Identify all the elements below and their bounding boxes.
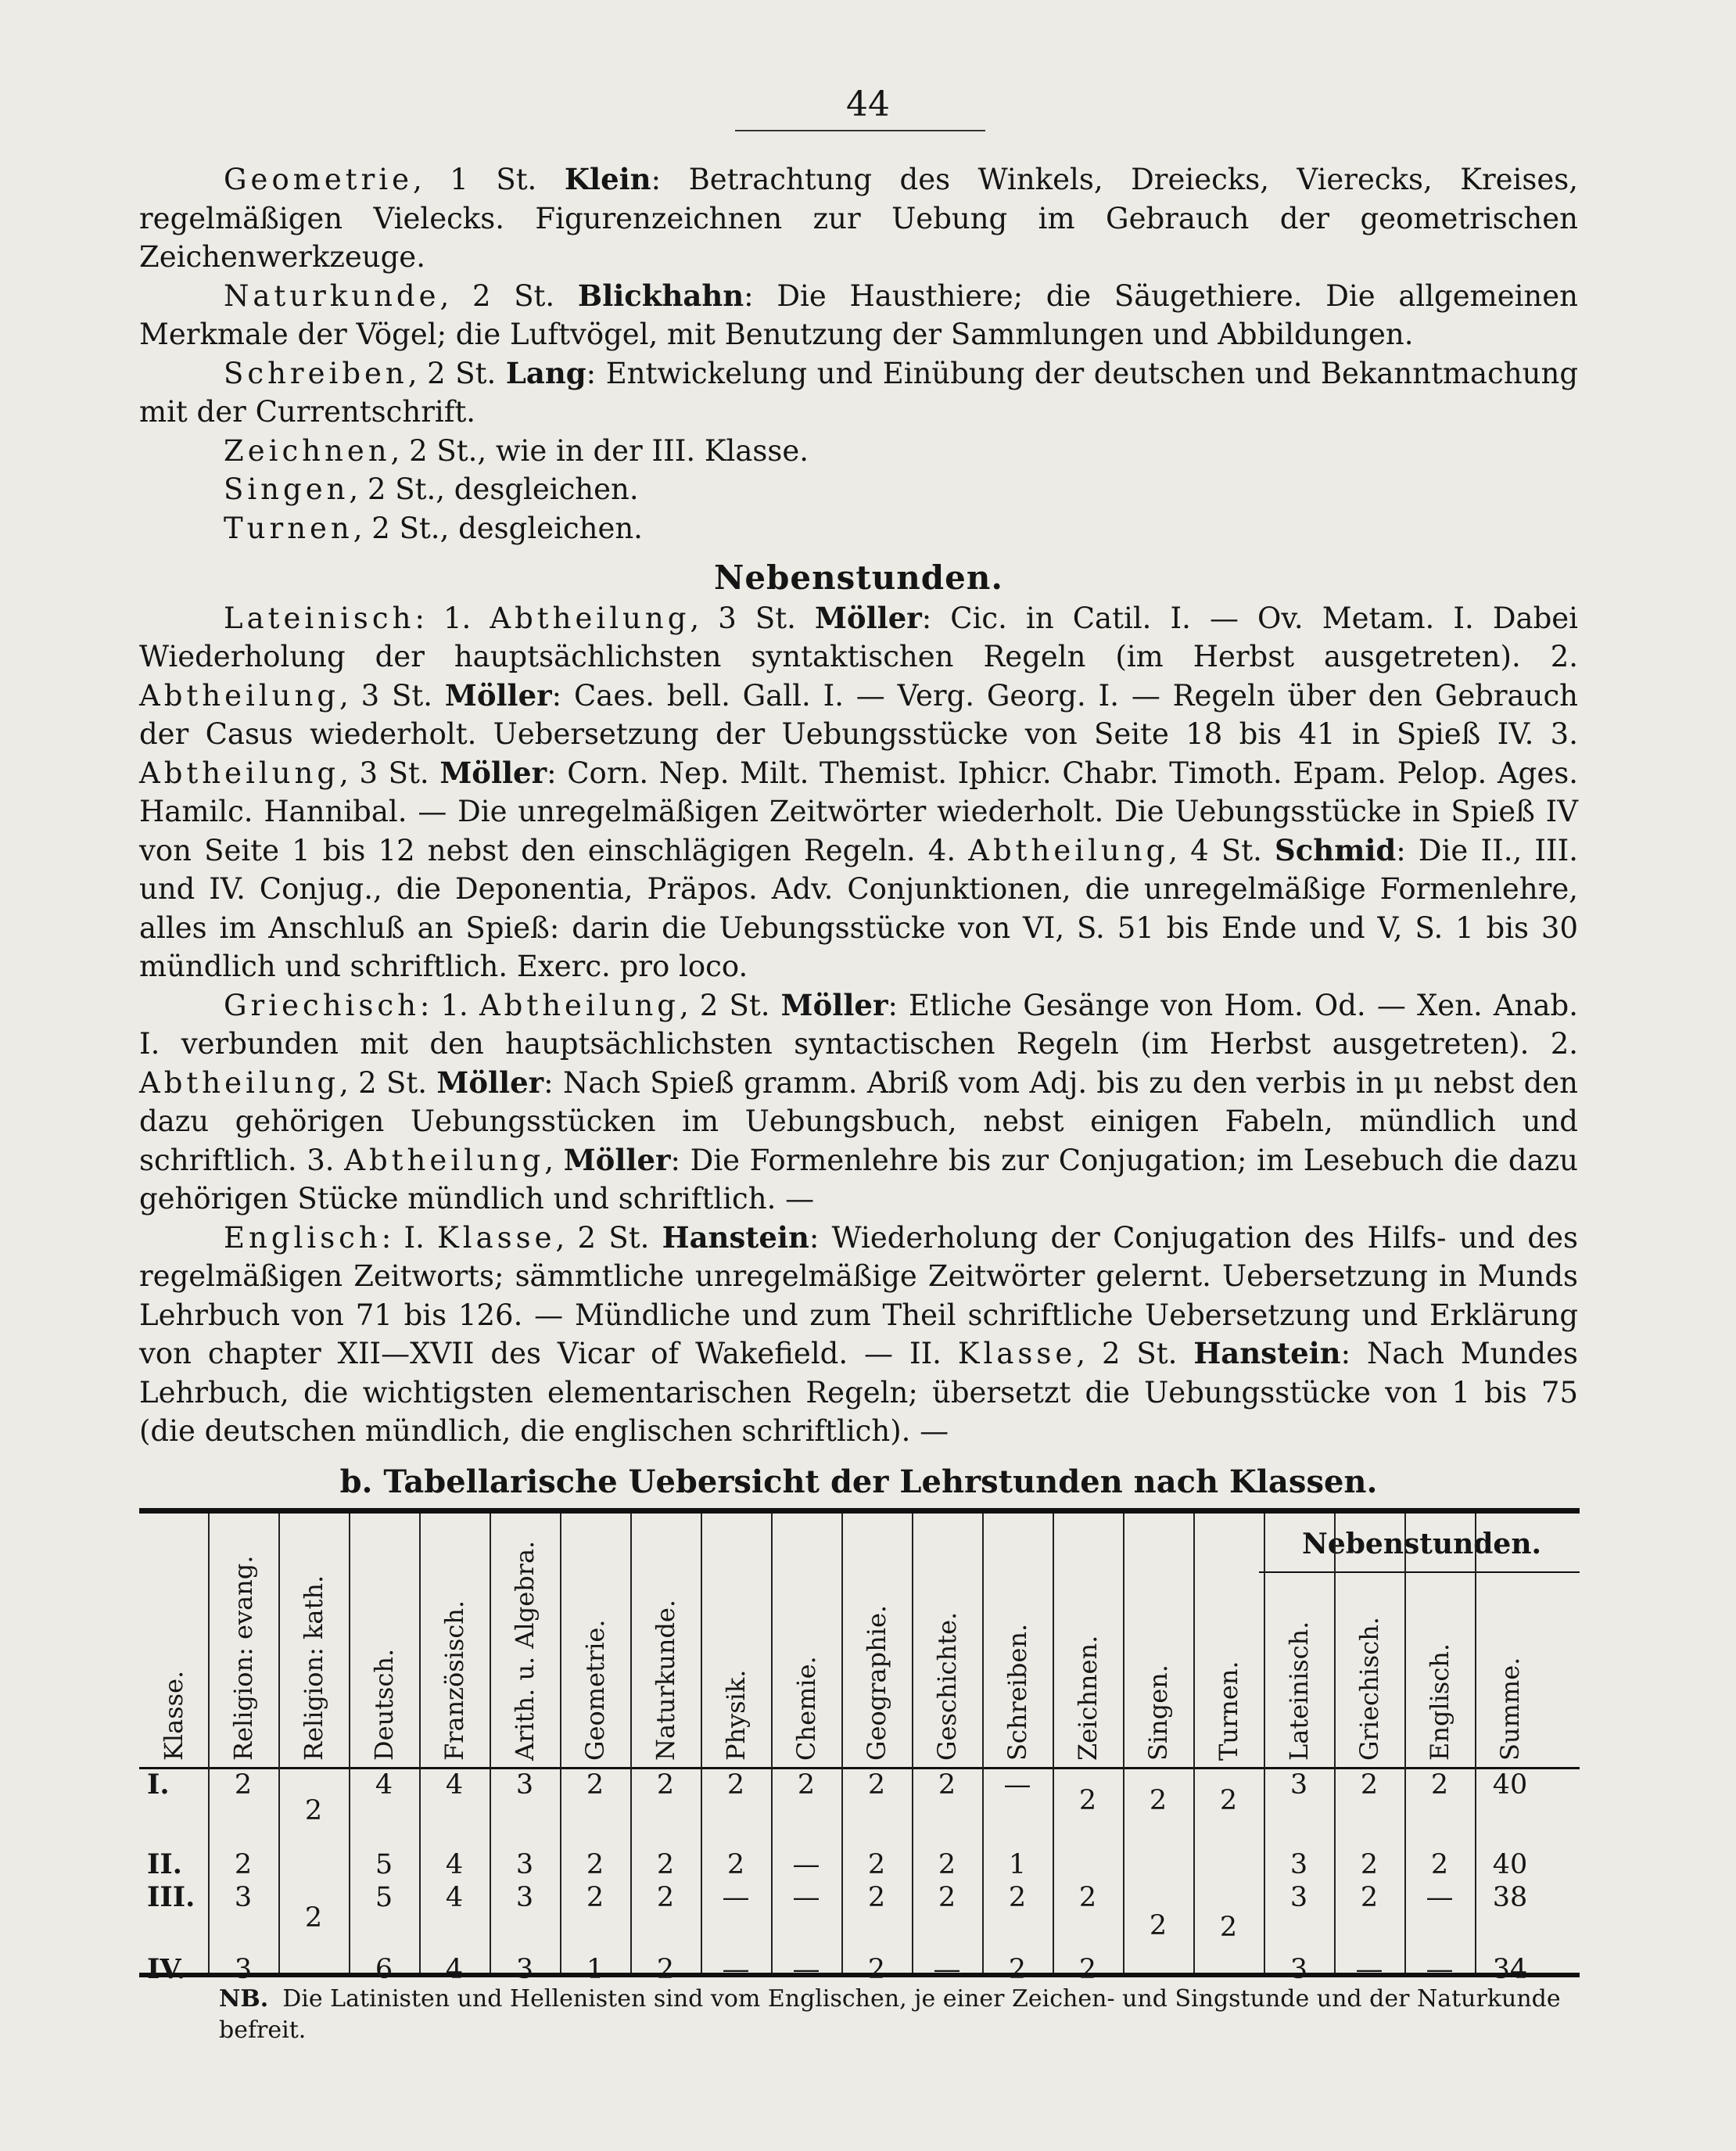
table-cell: — xyxy=(1355,1954,1383,1985)
table-cell: 3 xyxy=(1289,1954,1308,1985)
table-cell: 2 xyxy=(234,1769,253,1801)
paragraph-zeichnen xyxy=(139,432,1578,471)
subject-englisch: Englisch xyxy=(224,1220,382,1255)
column-header: Klasse. xyxy=(159,1670,188,1761)
table-cell: 3 xyxy=(515,1769,534,1801)
table-cell: 2 xyxy=(586,1769,604,1801)
table-cell: 2 xyxy=(234,1849,253,1880)
table-cell: — xyxy=(722,1954,750,1985)
subject-turnen: Turnen xyxy=(224,511,353,545)
table-cell: — xyxy=(792,1954,820,1985)
column-header: Turnen. xyxy=(1214,1661,1243,1761)
teacher: Möller xyxy=(563,1142,671,1177)
teacher: Hanstein xyxy=(1193,1336,1341,1370)
merged-cell: 2 xyxy=(1078,1785,1097,1816)
table-cell: 2 xyxy=(586,1882,604,1913)
hours: , 2 St. xyxy=(439,278,555,313)
column-header: Geometrie. xyxy=(580,1619,610,1761)
nebenstunden-heading: Nebenstunden. xyxy=(713,558,1004,597)
paragraph-naturkunde xyxy=(139,277,1578,354)
table-cell: 2 xyxy=(656,1882,675,1913)
table-cell: 2 xyxy=(656,1849,675,1880)
paragraph-text: , 2 St., wie in der III. Klasse. xyxy=(390,433,809,468)
klasse-label: Klasse xyxy=(437,1220,556,1255)
column-header: Zeichnen. xyxy=(1073,1635,1103,1761)
table-cell: 1 xyxy=(1008,1849,1027,1880)
table-cell: 2 xyxy=(1078,1882,1097,1913)
table-cell: 5 xyxy=(375,1849,393,1880)
paragraph-text: , 2 St., desgleichen. xyxy=(349,472,639,506)
hours: , 2 St. xyxy=(1076,1337,1194,1370)
table-cell: 3 xyxy=(234,1882,253,1913)
text: : Caes. bell. Gall. I. — Verg. Georg. I. — Regeln über den Gebrauch der Casus wiederholt. Uebersetzung der Uebungsstücke von Seite 18 bis 41 in Spieß IV. 3. xyxy=(139,678,1578,751)
hours: , 4 St. xyxy=(1168,833,1275,867)
hours: , 1 St. xyxy=(413,163,537,196)
teacher: Klein xyxy=(564,162,651,196)
paragraph-schreiben xyxy=(139,354,1578,432)
teacher: Möller xyxy=(436,1065,544,1100)
paragraph-lateinisch xyxy=(139,599,1578,986)
table-cell: 2 xyxy=(867,1769,886,1801)
table-cell: 40 xyxy=(1492,1769,1528,1801)
body-text xyxy=(139,160,1578,1451)
row-label: IV. xyxy=(147,1953,186,1985)
table-cell: 3 xyxy=(234,1954,253,1985)
table-cell: 2 xyxy=(1430,1849,1449,1880)
teacher: Möller xyxy=(780,987,888,1022)
table-cell: 1 xyxy=(586,1954,604,1985)
text: : Cic. in Catil. I. — Ov. Metam. I. Dabei Wiederholung der hauptsächlichsten syntaktischen Regeln (im Herbst ausgetreten). 2. xyxy=(139,601,1578,673)
table-cell: — xyxy=(1426,1882,1454,1913)
table-cell: 3 xyxy=(1289,1849,1308,1880)
teacher: Lang xyxy=(505,355,586,390)
column-header: Physik. xyxy=(721,1669,751,1761)
abteilung-label: Abtheilung xyxy=(139,678,340,713)
table-cell: — xyxy=(722,1882,750,1913)
column-header: Religion: kath. xyxy=(299,1575,328,1761)
table-cell: 2 xyxy=(726,1849,745,1880)
table-cell: 34 xyxy=(1492,1954,1528,1985)
table-cell: 3 xyxy=(515,1849,534,1880)
abteilung-label: Abtheilung xyxy=(139,1065,340,1100)
teacher: Möller xyxy=(439,755,547,790)
text: : Corn. Nep. Milt. Themist. Iphicr. Chabr. Timoth. Epam. Pelop. Ages. Hamilc. Hannibal. — Die unregelmäßigen Zeitwörter wiederholt. Die Uebungsstücke in Spieß IV von Seite 1 bis 12 nebst den einschlägigen Regeln. 4. xyxy=(139,756,1578,867)
merged-cell: 2 xyxy=(304,1902,323,1934)
note-label: NB. xyxy=(219,1985,269,2013)
column-header: Geographie. xyxy=(862,1604,891,1761)
page-number-rule xyxy=(735,130,985,131)
table-cell: 3 xyxy=(515,1954,534,1985)
table-cell: 2 xyxy=(938,1882,956,1913)
paragraph-text: : Entwickelung und Einübung der deutschen und Bekanntmachung mit der Currentschrift. xyxy=(139,356,1579,429)
table-cell: 4 xyxy=(445,1954,464,1985)
abteilung-label: Abtheilung xyxy=(139,756,340,790)
table-cell: 3 xyxy=(515,1882,534,1913)
table-cell: 2 xyxy=(938,1769,956,1801)
column-header: Singen. xyxy=(1143,1664,1173,1761)
column-header: Griechisch. xyxy=(1354,1617,1384,1761)
table-cell: 3 xyxy=(1289,1769,1308,1801)
lesson-table xyxy=(139,1508,1580,1985)
table-cell: 40 xyxy=(1492,1849,1528,1880)
table-cell: 4 xyxy=(445,1849,464,1880)
hours: , 3 St. xyxy=(690,601,815,635)
teacher: Blickhahn xyxy=(577,278,744,313)
table-cell: 2 xyxy=(1360,1849,1379,1880)
text: : Nach Mundes Lehrbuch, die wichtigsten elementarischen Regeln; übersetzt die Uebungsstücke von 1 bis 75 (die deutschen mündlich, die englischen schriftlich). — xyxy=(139,1337,1579,1448)
subject-lateinisch: Lateinisch xyxy=(224,601,415,635)
column-header: Lateinisch. xyxy=(1284,1621,1314,1761)
row-label: III. xyxy=(147,1881,195,1913)
teacher: Möller xyxy=(444,677,552,713)
column-header: Französisch. xyxy=(439,1600,469,1761)
table-cell: — xyxy=(792,1882,820,1913)
column-header: Schreiben. xyxy=(1003,1623,1032,1761)
page-number: 44 xyxy=(846,84,890,124)
table-caption: b. Tabellarische Uebersicht der Lehrstunden nach Klassen. xyxy=(339,1463,1378,1500)
table-cell: 2 xyxy=(586,1849,604,1880)
subject-zeichnen: Zeichnen xyxy=(224,433,391,468)
subject-singen: Singen xyxy=(224,472,350,506)
table-cell: 4 xyxy=(445,1769,464,1801)
text: : 1. xyxy=(419,988,479,1022)
paragraph-turnen xyxy=(139,509,1578,548)
hours: , xyxy=(544,1143,564,1177)
merged-cell: 2 xyxy=(1219,1785,1238,1816)
table-note xyxy=(219,1984,1580,2046)
table-cell: 4 xyxy=(375,1769,393,1801)
subject-geometrie: Geometrie xyxy=(224,163,413,196)
column-header: Arith. u. Algebra. xyxy=(510,1540,540,1761)
table-cell: — xyxy=(1426,1954,1454,1985)
abteilung-label: Abtheilung xyxy=(344,1143,545,1177)
column-header: Naturkunde. xyxy=(651,1599,680,1761)
table-cell: — xyxy=(1003,1769,1031,1801)
merged-cell: 2 xyxy=(1149,1910,1167,1941)
subject-griechisch: Griechisch xyxy=(224,988,420,1022)
paragraph-englisch xyxy=(139,1219,1578,1451)
teacher: Schmid xyxy=(1275,832,1397,867)
text: : Nach Spieß gramm. Abriß vom Adj. bis zu den verbis in μι nebst den dazu gehörigen Uebungsstücken im Uebungsbuch, nebst einigen Fabeln, mündlich und schriftlich. 3. xyxy=(139,1065,1579,1177)
merged-cell: 2 xyxy=(1149,1785,1167,1816)
hours: , 2 St. xyxy=(339,1065,437,1100)
paragraph-griechisch xyxy=(139,986,1578,1219)
row-label: I. xyxy=(147,1769,170,1801)
subject-naturkunde: Naturkunde xyxy=(224,278,440,313)
nebenstunden-table-label: Nebenstunden. xyxy=(1301,1528,1542,1560)
merged-cell: 2 xyxy=(1219,1912,1238,1943)
column-header: Chemie. xyxy=(791,1656,821,1761)
paragraph-text: , 2 St., desgleichen. xyxy=(353,511,643,545)
table-cell: 3 xyxy=(1289,1882,1308,1913)
abteilung-label: Abtheilung xyxy=(968,833,1169,867)
table-cell: 38 xyxy=(1492,1882,1528,1913)
hours: , 2 St. xyxy=(555,1220,662,1255)
hours: , 3 St. xyxy=(339,678,445,713)
table-cell: 2 xyxy=(1078,1954,1097,1985)
note-text: Die Latinisten und Hellenisten sind vom Englischen, je einer Zeichen- und Singstunde und der Naturkunde befreit. xyxy=(219,1985,1561,2044)
table-cell: 2 xyxy=(797,1769,816,1801)
table-cell: — xyxy=(792,1849,820,1880)
table-cell: 2 xyxy=(867,1882,886,1913)
table-cell: 2 xyxy=(656,1954,675,1985)
table-cell: 2 xyxy=(1008,1882,1027,1913)
merged-cell: 2 xyxy=(304,1795,323,1826)
table-cell: 2 xyxy=(1008,1954,1027,1985)
table-cell: 2 xyxy=(726,1769,745,1801)
column-header: Englisch. xyxy=(1425,1643,1454,1761)
table-cell: 5 xyxy=(375,1882,393,1913)
column-header: Summe. xyxy=(1495,1657,1525,1761)
column-header: Deutsch. xyxy=(369,1648,399,1761)
hours: , 2 St. xyxy=(407,356,497,390)
row-label: II. xyxy=(147,1848,182,1880)
table-cell: 2 xyxy=(1430,1769,1449,1801)
table-cell: 2 xyxy=(867,1954,886,1985)
table-cell: 2 xyxy=(938,1849,956,1880)
abteilung-label: Abtheilung xyxy=(490,601,690,635)
text: : Wiederholung der Conjugation des Hilfs- und des regelmäßigen Zeitworts; sämmtliche unregelmäßige Zeitwörter gelernt. Uebersetzung in Munds Lehrbuch von 71 bis 126. — Mündliche und zum Theil schriftliche Uebersetzung und Erklärung von chapter XII—XVII des Vicar of Wakefield. — II. xyxy=(139,1220,1579,1370)
table-cell: 2 xyxy=(1360,1882,1379,1913)
table-cell: 2 xyxy=(867,1849,886,1880)
paragraph-text: : Die Hausthiere; die Säugethiere. Die allgemeinen Merkmale der Vögel; die Luftvögel, mit Benutzung der Sammlungen und Abbildungen. xyxy=(139,278,1578,351)
table-cell: 6 xyxy=(375,1954,393,1985)
teacher: Möller xyxy=(814,600,922,635)
column-header: Geschichte. xyxy=(932,1611,962,1761)
subject-schreiben: Schreiben xyxy=(224,356,408,390)
text: : Etliche Gesänge von Hom. Od. — Xen. Anab. I. verbunden mit den hauptsächlichsten syntactischen Regeln (im Herbst ausgetreten). 2. xyxy=(139,988,1578,1061)
table-cell: 4 xyxy=(445,1882,464,1913)
teacher: Hanstein xyxy=(662,1219,809,1255)
column-header: Religion: evang. xyxy=(228,1555,258,1761)
paragraph-geometrie xyxy=(139,160,1578,277)
klasse-label: Klasse xyxy=(957,1337,1077,1370)
table-cell: — xyxy=(933,1954,961,1985)
paragraph-singen xyxy=(139,470,1578,509)
table-cell: 2 xyxy=(1360,1769,1379,1801)
text: : 1. xyxy=(414,601,490,635)
text: : Die II., III. und IV. Conjug., die Deponentia, Präpos. Adv. Conjunktionen, die unregelmäßige Formenlehre, alles im Anschluß an Spieß: darin die Uebungsstücke von VI, S. 51 bis Ende und V, S. 1 bis 30 mündlich und schriftlich. Exerc. pro loco. xyxy=(139,833,1578,983)
abteilung-label: Abtheilung xyxy=(479,988,680,1022)
hours: , 2 St. xyxy=(679,988,781,1022)
text: : Die Formenlehre bis zur Conjugation; im Lesebuch die dazu gehörigen Stücke mündlich und schriftlich. — xyxy=(139,1143,1578,1216)
paragraph-text: : Betrachtung des Winkels, Dreiecks, Vierecks, Kreises, regelmäßigen Vielecks. Figurenzeichnen zur Uebung im Gebrauch der geometrischen Zeichenwerkzeuge. xyxy=(139,163,1578,274)
text: : I. xyxy=(381,1220,438,1255)
table-cell: 2 xyxy=(656,1769,675,1801)
hours: , 3 St. xyxy=(339,756,440,790)
